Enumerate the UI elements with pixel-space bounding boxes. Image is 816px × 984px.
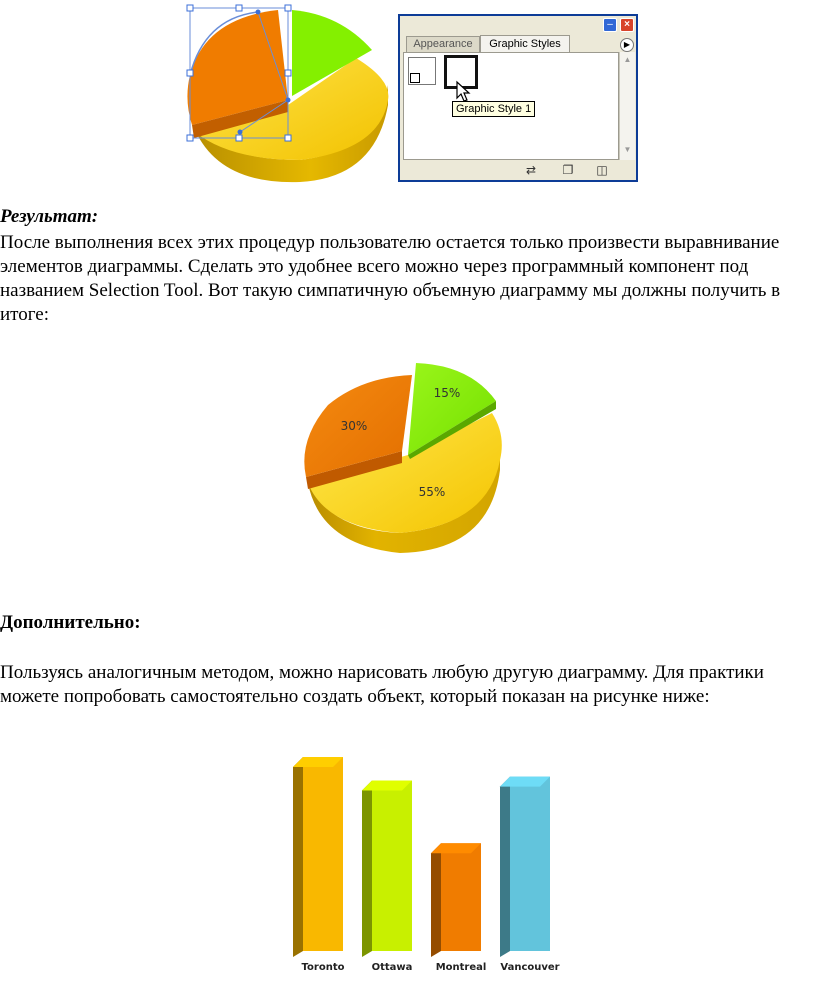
- scroll-up-icon[interactable]: ▲: [623, 55, 632, 64]
- pie-label-15: 15%: [433, 386, 461, 400]
- handle-mid-left[interactable]: [187, 70, 193, 76]
- bar-montreal-side: [431, 843, 441, 957]
- bars-layer: [293, 757, 550, 957]
- bar-ottawa-side: [362, 781, 372, 957]
- handle-top-right[interactable]: [285, 5, 291, 11]
- minimize-icon[interactable]: –: [603, 18, 617, 32]
- bar-ottawa: [372, 781, 412, 951]
- extra-paragraph: Пользуясь аналогичным методом, можно нарисовать любую другую диаграмму. Для практики можете попробовать самостоятельно создать объект, который показан на рисунке ниже:: [0, 662, 764, 707]
- bar-toronto: [303, 757, 343, 951]
- close-icon[interactable]: ×: [620, 18, 634, 32]
- handle-mid-right[interactable]: [285, 70, 291, 76]
- handle-top-left[interactable]: [187, 5, 193, 11]
- labels-layer: [302, 962, 560, 973]
- anchor-point-bottom[interactable]: [238, 130, 243, 135]
- result-heading: Результат:: [0, 206, 99, 227]
- graphic-styles-panel: [398, 14, 638, 182]
- default-style-swatch[interactable]: [408, 57, 436, 85]
- break-link-icon[interactable]: ⇄: [525, 163, 537, 177]
- bar-vancouver-side: [500, 777, 510, 957]
- scroll-down-icon[interactable]: ▼: [623, 145, 632, 154]
- extra-heading: Дополнительно:: [0, 612, 141, 633]
- panel-footer: [400, 162, 636, 180]
- bar-label-vancouver: Vancouver: [500, 962, 560, 973]
- anchor-point[interactable]: [256, 10, 261, 15]
- handle-bottom-right[interactable]: [285, 135, 291, 141]
- bar-chart: [285, 745, 560, 973]
- new-style-icon[interactable]: ❐: [562, 163, 574, 177]
- pie-label-30: 30%: [340, 419, 368, 433]
- trash-icon[interactable]: ◫: [596, 163, 608, 177]
- tab-graphic-styles[interactable]: Graphic Styles: [480, 35, 570, 53]
- bar-label-montreal: Montreal: [435, 962, 487, 973]
- tab-appearance[interactable]: Appearance: [406, 36, 480, 52]
- pie-label-55: 55%: [418, 485, 446, 499]
- result-paragraph: После выполнения всех этих процедур пользователю остается только произвести выравнивание элементов диаграммы. Сделать это удобнее всего можно через программный компонент под названием Selection Tool. Вот такую симпатичную объемную диаграмму мы должны получить в итоге:: [0, 232, 781, 325]
- handle-bottom-left[interactable]: [187, 135, 193, 141]
- bar-vancouver: [510, 777, 550, 951]
- result-pie-chart: [300, 355, 510, 555]
- bar-toronto-side: [293, 757, 303, 957]
- panel-scrollbar[interactable]: [619, 52, 635, 160]
- bar-label-ottawa: Ottawa: [371, 962, 413, 973]
- bar-montreal: [441, 843, 481, 951]
- bar-label-toronto: Toronto: [301, 962, 345, 973]
- swatch-list: [403, 52, 619, 160]
- handle-bottom-mid[interactable]: [236, 135, 242, 141]
- panel-menu-icon[interactable]: ▶: [620, 38, 634, 52]
- anchor-point-center[interactable]: [286, 98, 291, 103]
- handle-top-mid[interactable]: [236, 5, 242, 11]
- cursor-arrow-icon: [456, 81, 472, 103]
- tooltip: Graphic Style 1: [452, 101, 535, 117]
- editing-pie-illustration: [180, 0, 395, 182]
